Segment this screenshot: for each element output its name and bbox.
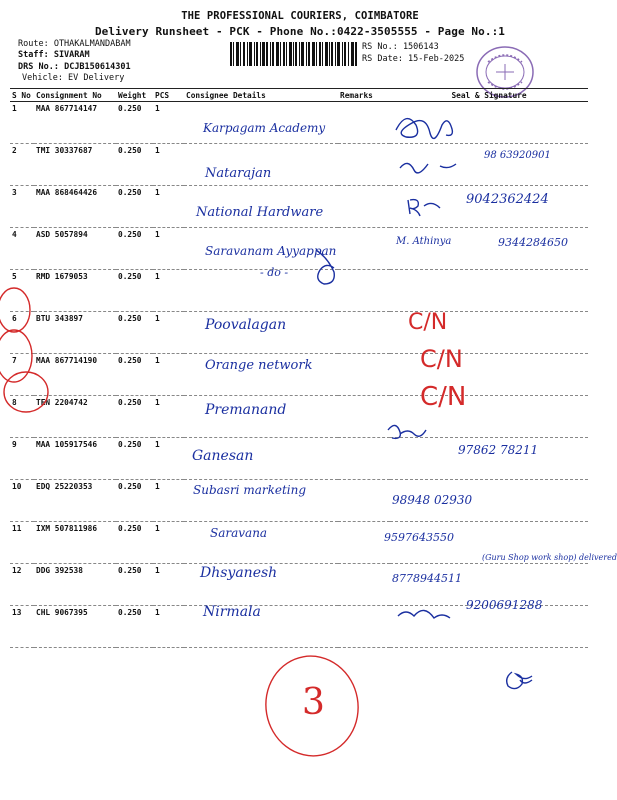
red-circle-sno-6	[0, 288, 30, 332]
row-sno: 11	[10, 522, 34, 564]
handwritten-phone: 9042362424	[466, 192, 549, 207]
route-text: Route: OTHAKALMANDABAM	[18, 39, 131, 49]
handwritten-consignee: Poovalagan	[205, 317, 287, 333]
drs-label: DRS No.:	[18, 62, 59, 72]
signature-scribble-2	[400, 163, 456, 172]
row-sno: 2	[10, 144, 34, 186]
row-consignment: MAA 105917546	[34, 438, 116, 480]
row-sno: 8	[10, 396, 34, 438]
row-pcs: 1	[153, 522, 184, 564]
row-pcs: 1	[153, 228, 184, 270]
handwritten-consignee: National Hardware	[196, 205, 324, 220]
col-consignment: Consignment No	[34, 89, 116, 102]
handwritten-consignee: Premanand	[205, 402, 287, 418]
signature-scribble-3	[408, 200, 440, 216]
row-pcs: 1	[153, 354, 184, 396]
row-consignment: ASD 5057894	[34, 228, 116, 270]
row-weight: 0.250	[116, 564, 153, 606]
row-sno: 3	[10, 186, 34, 228]
col-sno: S No	[10, 89, 34, 102]
col-weight: Weight	[116, 89, 153, 102]
row-sno: 4	[10, 228, 34, 270]
signature-scribble-12	[398, 610, 450, 618]
row-weight: 0.250	[116, 522, 153, 564]
company-title: THE PROFESSIONAL COURIERS, COIMBATORE	[181, 10, 419, 22]
row-consignment: MAA 867714147	[34, 102, 116, 144]
row-weight: 0.250	[116, 144, 153, 186]
red-circle-page-count	[258, 649, 366, 763]
runsheet-subtitle: Delivery Runsheet - PCK - Phone No.:0422-3505555 - Page No.:1	[94, 25, 506, 38]
row-sno: 5	[10, 270, 34, 312]
signature-scribble-9	[388, 425, 426, 438]
col-pcs: PCS	[153, 89, 184, 102]
rs-number: RS No.: 1506143	[362, 42, 439, 52]
row-consignment: TEN 2204742	[34, 396, 116, 438]
row-sno: 10	[10, 480, 34, 522]
row-pcs: 1	[153, 564, 184, 606]
red-circle-sno-8	[4, 372, 48, 412]
row-sno: 9	[10, 438, 34, 480]
cn-mark: C/N	[420, 382, 467, 412]
handwritten-consignee: Natarajan	[205, 166, 272, 181]
handwritten-consignee: Subasri marketing	[193, 483, 307, 497]
handwritten-signature-name: M. Athinya	[396, 236, 452, 247]
row-weight: 0.250	[116, 396, 153, 438]
rs-date: RS Date: 15-Feb-2025	[362, 54, 465, 64]
col-remarks: Remarks	[338, 89, 390, 102]
cn-mark: C/N	[420, 345, 463, 373]
row-pcs: 1	[153, 606, 184, 648]
row-weight: 0.250	[116, 312, 153, 354]
drs-value: DCJB150614301	[64, 62, 131, 72]
handwritten-phone: 9200691288	[466, 598, 543, 612]
signature-scribble-1	[396, 119, 452, 139]
row-weight: 0.250	[116, 438, 153, 480]
handwritten-consignee: Saravana	[210, 526, 268, 540]
handwritten-phone: 98948 02930	[392, 493, 473, 507]
row-consignment: EDQ 25220353	[34, 480, 116, 522]
ditto-scribble	[316, 250, 334, 284]
row-consignment: RMD 1679053	[34, 270, 116, 312]
row-pcs: 1	[153, 102, 184, 144]
col-consignee: Consignee Details	[184, 89, 338, 102]
row-pcs: 1	[153, 270, 184, 312]
row-weight: 0.250	[116, 102, 153, 144]
vehicle-text: Vehicle: EV Delivery	[22, 73, 125, 83]
handwritten-consignee: Dhsyanesh	[200, 565, 278, 581]
row-sno: 12	[10, 564, 34, 606]
row-consignment: TMI 30337687	[34, 144, 116, 186]
handwritten-phone: 98 63920901	[484, 150, 551, 161]
row-consignment: DDG 392538	[34, 564, 116, 606]
row-consignment: IXM 507811986	[34, 522, 116, 564]
row-consignment: MAA 867714190	[34, 354, 116, 396]
handwritten-note: (Guru Shop work shop) delivered	[482, 553, 617, 562]
handwritten-consignee: Karpagam Academy	[203, 121, 326, 135]
row-consignment: BTU 343897	[34, 312, 116, 354]
row-pcs: 1	[153, 144, 184, 186]
row-weight: 0.250	[116, 480, 153, 522]
initials-scribble	[507, 672, 532, 689]
row-weight: 0.250	[116, 186, 153, 228]
handwritten-consignee: Nirmala	[203, 604, 261, 620]
handwritten-consignee: Ganesan	[192, 448, 254, 464]
row-weight: 0.250	[116, 270, 153, 312]
row-sno: 13	[10, 606, 34, 648]
row-sno: 1	[10, 102, 34, 144]
handwritten-phone: 8778944511	[392, 572, 462, 585]
row-weight: 0.250	[116, 606, 153, 648]
staff-text: Staff: SIVARAM	[18, 50, 90, 60]
row-pcs: 1	[153, 480, 184, 522]
handwritten-consignee: Saravanam Ayyappan	[205, 244, 337, 258]
row-pcs: 1	[153, 312, 184, 354]
handwritten-phone: 9344284650	[498, 236, 568, 249]
handwritten-consignee: Orange network	[205, 358, 313, 373]
row-sno: 6	[10, 312, 34, 354]
handwritten-phone: 97862 78211	[458, 443, 539, 457]
row-consignment: MAA 868464426	[34, 186, 116, 228]
handwritten-ditto: - do -	[260, 266, 289, 279]
row-weight: 0.250	[116, 354, 153, 396]
handwritten-phone: 9597643550	[384, 531, 454, 544]
row-pcs: 1	[153, 396, 184, 438]
row-sno: 7	[10, 354, 34, 396]
col-seal-signature: Seal & Signature	[390, 89, 588, 102]
page-count-number: 3	[302, 682, 325, 723]
cn-mark: C/N	[408, 310, 448, 335]
row-pcs: 1	[153, 186, 184, 228]
row-pcs: 1	[153, 438, 184, 480]
row-weight: 0.250	[116, 228, 153, 270]
row-consignment: CHL 9067395	[34, 606, 116, 648]
